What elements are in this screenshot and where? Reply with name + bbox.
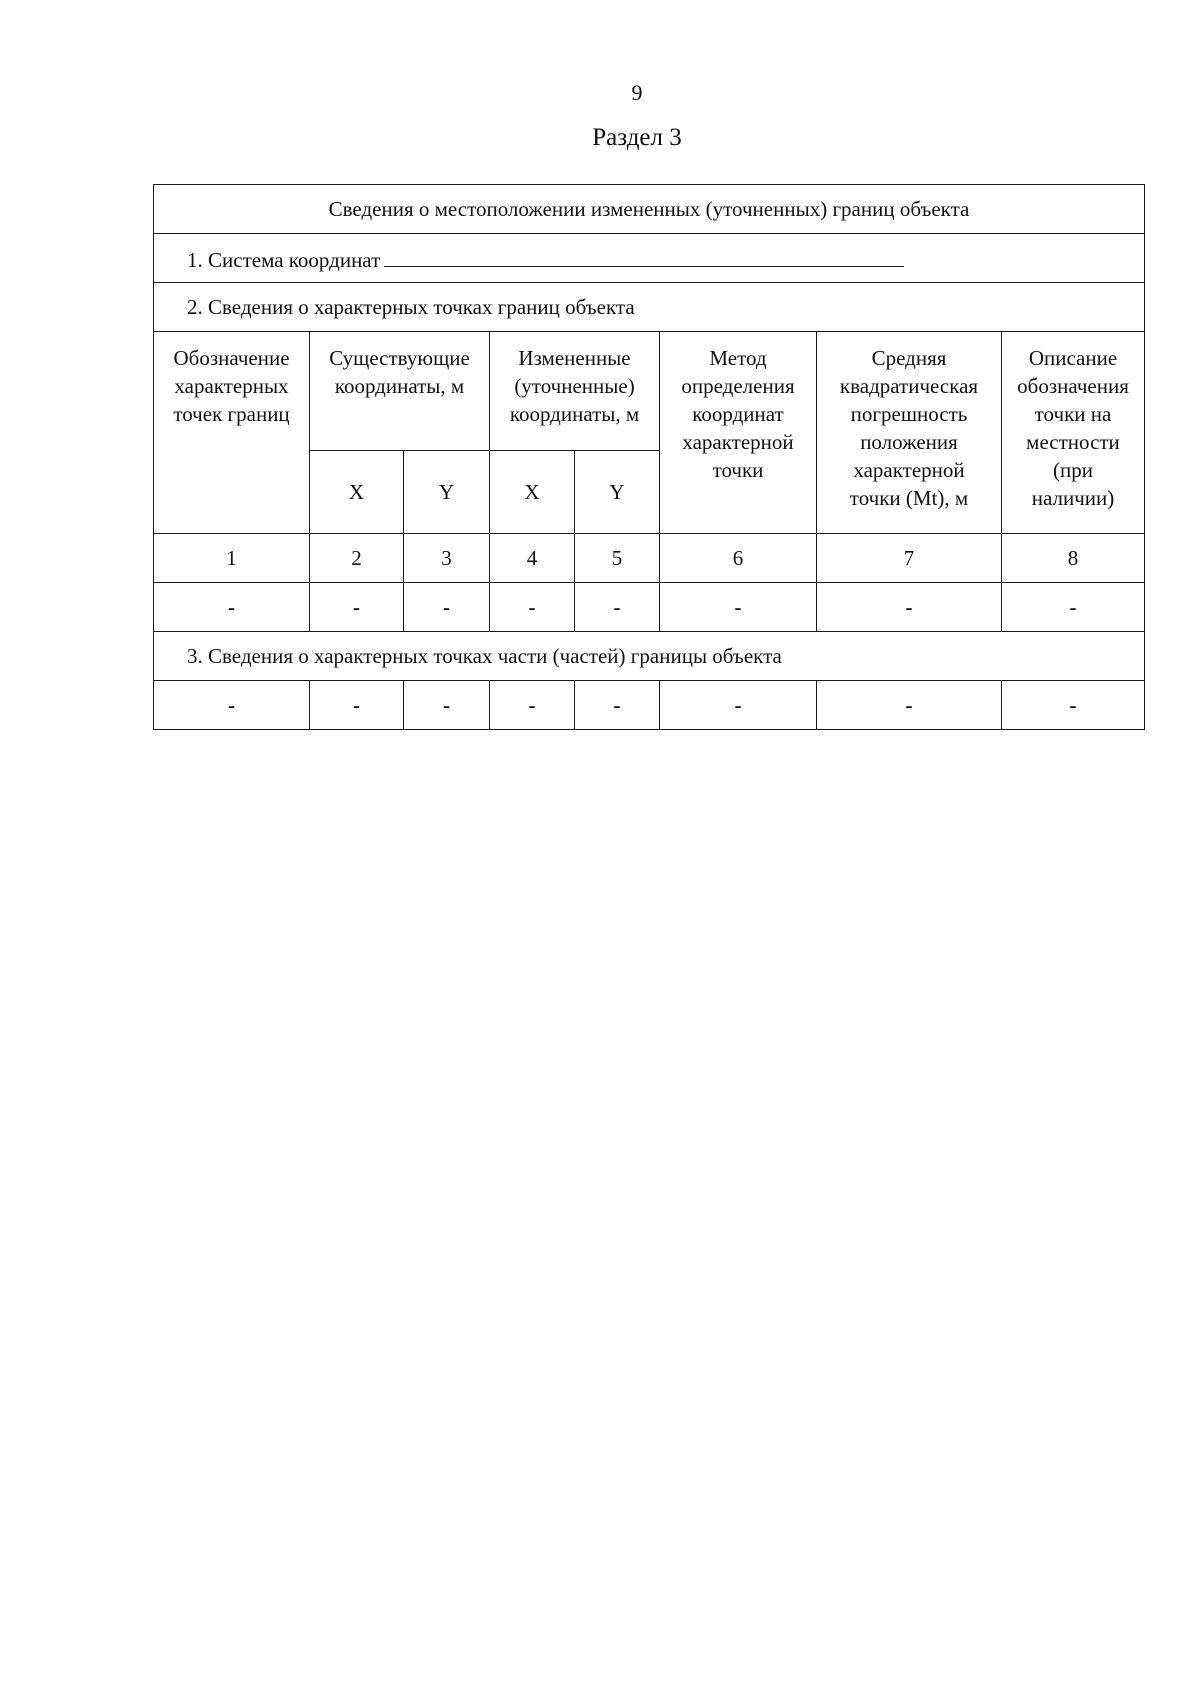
section-title: Раздел 3 <box>592 124 682 151</box>
header-changed-y: Y <box>575 451 660 534</box>
header-location-description: Описание обозначения точки на местности (при наличии) <box>1002 332 1145 534</box>
header-method: Метод определения координат характерной точки <box>660 332 817 534</box>
table-cell: - <box>660 583 817 632</box>
page-number: 9 <box>631 80 643 105</box>
points-section-title: 2. Сведения о характерных точках границ объекта <box>154 283 1145 332</box>
table-cell: - <box>154 583 310 632</box>
header-existing-coordinates: Существующие координаты, м <box>310 332 490 451</box>
table-cell: - <box>154 681 310 730</box>
column-number: 2 <box>310 534 404 583</box>
coordinate-system-row <box>154 234 1145 283</box>
parts-section-title: 3. Сведения о характерных точках части (частей) границы объекта <box>154 632 1145 681</box>
table-cell: - <box>575 583 660 632</box>
header-changed-coordinates: Измененные (уточненные) координаты, м <box>490 332 660 451</box>
table-banner: Сведения о местоположении измененных (уточненных) границ объекта <box>154 185 1145 234</box>
coordinate-system-label: 1. Система координат <box>187 247 381 272</box>
table-cell: - <box>404 681 490 730</box>
header-existing-x: X <box>310 451 404 534</box>
column-number: 5 <box>575 534 660 583</box>
column-number: 8 <box>1002 534 1145 583</box>
column-number: 1 <box>154 534 310 583</box>
table-cell: - <box>817 681 1002 730</box>
table-cell: - <box>1002 583 1145 632</box>
table-cell: - <box>404 583 490 632</box>
header-point-designation: Обозначение характерных точек границ <box>154 332 310 534</box>
column-number: 4 <box>490 534 575 583</box>
parts-data-row <box>154 681 1145 730</box>
coordinate-system-blank <box>384 244 904 267</box>
column-number: 6 <box>660 534 817 583</box>
table-cell: - <box>575 681 660 730</box>
table-cell: - <box>660 681 817 730</box>
table-cell: - <box>1002 681 1145 730</box>
table-cell: - <box>310 583 404 632</box>
points-data-row <box>154 583 1145 632</box>
column-number-row <box>154 534 1145 583</box>
table-cell: - <box>817 583 1002 632</box>
boundary-table <box>153 184 1145 730</box>
table-cell: - <box>490 583 575 632</box>
header-mean-square-error: Средняя квадратическая погрешность положения характерной точки (Mt), м <box>817 332 1002 534</box>
header-changed-x: X <box>490 451 575 534</box>
column-number: 7 <box>817 534 1002 583</box>
header-existing-y: Y <box>404 451 490 534</box>
table-cell: - <box>310 681 404 730</box>
column-number: 3 <box>404 534 490 583</box>
table-cell: - <box>490 681 575 730</box>
